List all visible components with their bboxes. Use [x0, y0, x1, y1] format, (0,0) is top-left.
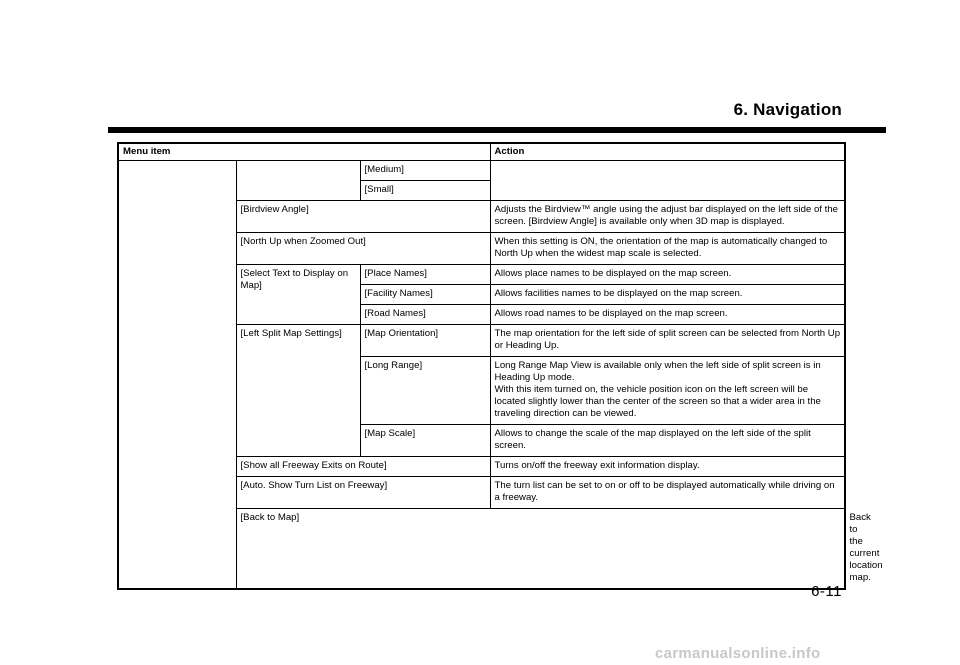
watermark: carmanualsonline.info [655, 645, 821, 662]
action-place-names: Allows place names to be displayed on the map screen. [490, 265, 845, 285]
menu-item-map-orientation: [Map Orientation] [360, 325, 490, 357]
menu-item-north-up: [North Up when Zoomed Out] [236, 233, 490, 265]
menu-item-long-range: [Long Range] [360, 357, 490, 425]
menu-item-map-scale: [Map Scale] [360, 425, 490, 457]
action-map-scale: Allows to change the scale of the map displayed on the left side of the split screen. [490, 425, 845, 457]
table-header-row [118, 143, 845, 161]
action-facility-names: Allows facilities names to be displayed on the map screen. [490, 285, 845, 305]
menu-item-road-names: [Road Names] [360, 305, 490, 325]
action-freeway-exits: Turns on/off the freeway exit information display. [490, 457, 845, 477]
section-title: 6. Navigation [733, 100, 842, 119]
table-row: [Back to Map] Back to the current location map. [118, 509, 845, 590]
blank-cell [236, 161, 360, 201]
action-long-range [490, 357, 845, 425]
menu-item-medium: [Medium] [360, 161, 490, 181]
blank-cell [118, 161, 236, 590]
action-header: Action [490, 143, 845, 161]
action-north-up: When this setting is ON, the orientation of the map is automatically changed to North Up when the widest map scale is selected. [490, 233, 845, 265]
action-turn-list: The turn list can be set to on or off to be displayed automatically while driving on a freeway. [490, 477, 845, 509]
menu-item-facility-names: [Facility Names] [360, 285, 490, 305]
action-road-names: Allows road names to be displayed on the map screen. [490, 305, 845, 325]
menu-item-small: [Small] [360, 181, 490, 201]
header-rule [108, 127, 886, 133]
menu-table [117, 142, 883, 590]
menu-item-freeway-exits: [Show all Freeway Exits on Route] [236, 457, 490, 477]
menu-item-left-split: [Left Split Map Settings] [236, 325, 360, 457]
menu-item-back-to-map: [Back to Map] [236, 509, 845, 590]
menu-item-select-text: [Select Text to Display on Map] [236, 265, 360, 325]
action-long-range-line-1: Long Range Map View is available only when the left side of split screen is in Heading Up mode. [494, 360, 821, 383]
menu-item-turn-list: [Auto. Show Turn List on Freeway] [236, 477, 490, 509]
table-row [118, 161, 845, 181]
page-number: 6-11 [811, 583, 842, 600]
menu-item-place-names: [Place Names] [360, 265, 490, 285]
menu-item-header: Menu item [118, 143, 490, 161]
menu-item-birdview-angle: [Birdview Angle] [236, 201, 490, 233]
blank-action-cell [490, 161, 845, 201]
action-birdview-angle: Adjusts the Birdview™ angle using the adjust bar displayed on the left side of the screen. [Birdview Angle] is available only when 3D map is displayed. [490, 201, 845, 233]
action-map-orientation: The map orientation for the left side of split screen can be selected from North Up or Heading Up. [490, 325, 845, 357]
action-long-range-line-2: With this item turned on, the vehicle position icon on the left screen will be located slightly lower than the center of the screen so that a wider area in the traveling direction can be viewed. [494, 384, 821, 419]
